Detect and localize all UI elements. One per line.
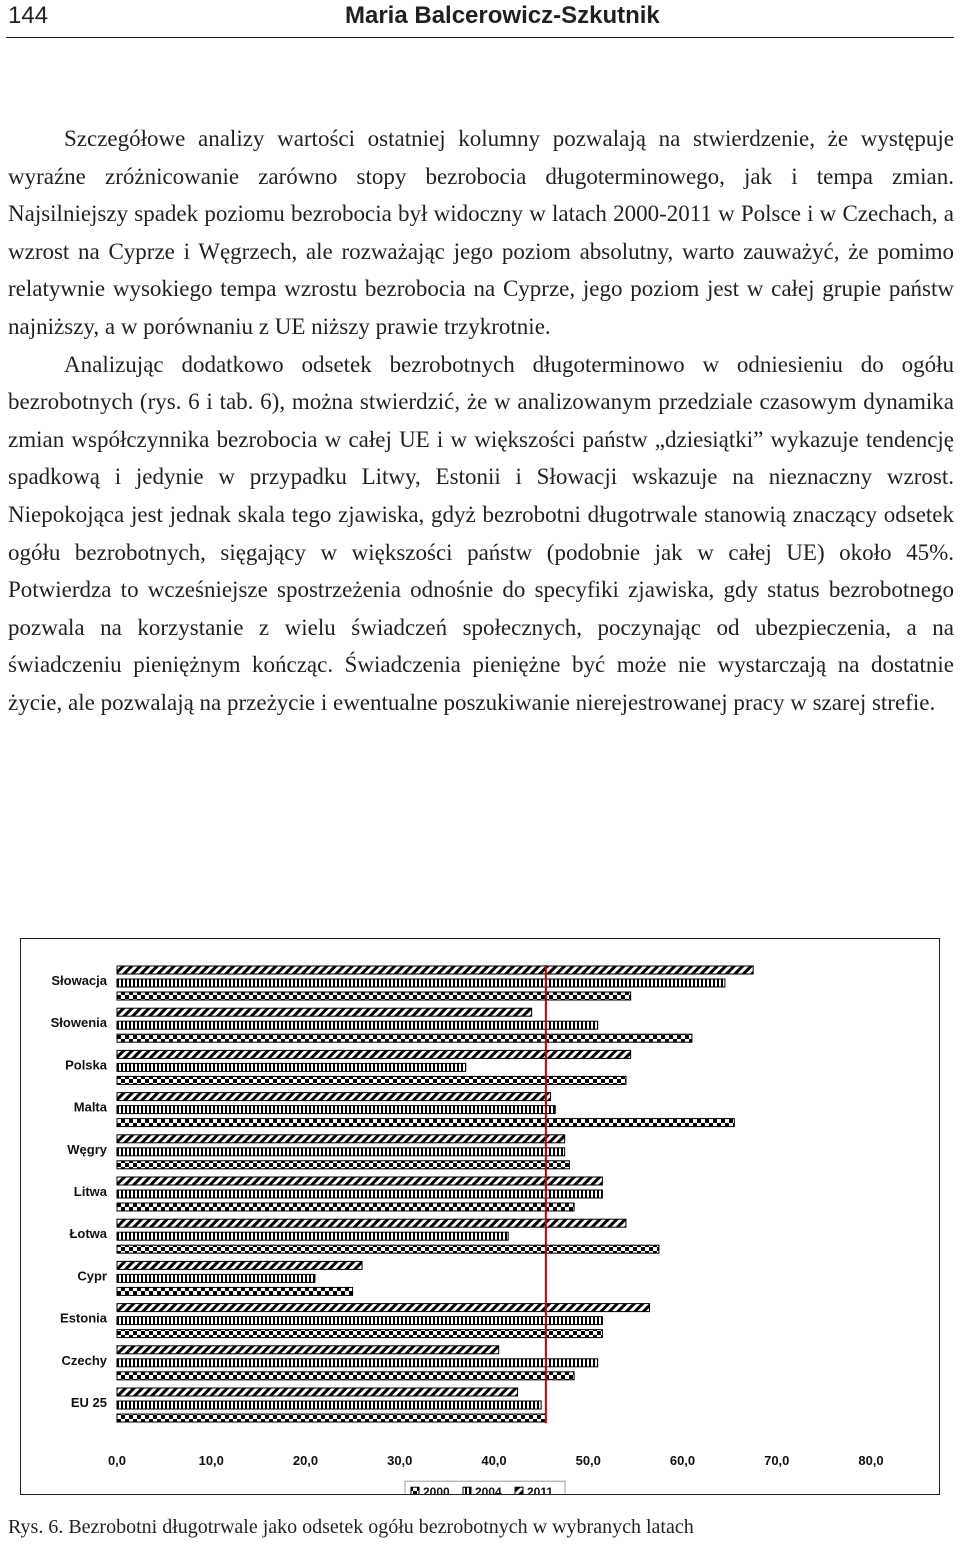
bar-2004 (117, 1317, 602, 1325)
legend-swatch-2004 (463, 1487, 471, 1494)
bar-2011 (117, 1177, 602, 1185)
bar-2000 (117, 1076, 626, 1084)
bar-2000 (117, 992, 631, 1000)
category-label: Malta (73, 1099, 107, 1115)
category-label: Litwa (73, 1184, 107, 1199)
bar-2004 (117, 1232, 508, 1240)
legend-swatch-2000 (411, 1487, 419, 1494)
page-header (0, 0, 960, 40)
bar-2004 (117, 1274, 315, 1282)
figure-caption: Rys. 6. Bezrobotni długotrwale jako odsetek ogółu bezrobotnych w wybranych latach (8, 1516, 694, 1538)
category-label: Łotwa (69, 1226, 107, 1242)
page-number: 144 (8, 2, 49, 29)
legend-label: 2004 (475, 1485, 502, 1494)
x-tick-label: 40,0 (481, 1453, 507, 1469)
category-label: Czechy (61, 1352, 107, 1368)
bar-2004 (117, 1148, 565, 1156)
bar-2004 (117, 1106, 555, 1114)
legend-swatch-2011 (515, 1487, 523, 1494)
bar-2011 (117, 1304, 650, 1312)
bar-chart (21, 939, 939, 1494)
chart-figure (20, 938, 940, 1495)
category-label: Słowacja (51, 973, 107, 988)
bar-2000 (117, 1372, 574, 1380)
bar-2011 (117, 1008, 532, 1016)
header-rule (6, 37, 954, 38)
bar-2000 (117, 1034, 692, 1042)
paragraph: Analizując dodatkowo odsetek bezrobotnych długoterminowo w odniesieniu do ogółu bezrobotnych (rys. 6 i tab. 6), można stwierdzić, że w analizowanym przedziale czasowym dynamika zmian współczynnika bezrobocia w całej UE i w większości państw „dziesiątki” wykazuje tendencję spadkową i jedynie w przypadku Litwy, Estonii i Słowacji wskazuje na nieznaczny wzrost. Niepokojąca jest jednak skala tego zjawiska, gdyż bezrobotni długotrwale stanowią znaczący odsetek ogółu bezrobotnych, sięgający w większości państw (podobnie jak w całej UE) około 45%. Potwierdza to wcześniejsze spostrzeżenia odnośnie do specyfiki zjawiska, gdy status bezrobotnego pozwala na korzystanie z wielu świadczeń społecznych, poczynając od ubezpieczenia, a na świadczeniu pieniężnym kończąc. Świadczenia pieniężne być może nie wystarczają na dostatnie życie, ale pozwalają na przeżycie i ewentualne poszukiwanie nierejestrowanej pracy w szarej strefie. (8, 351, 954, 715)
category-label: Estonia (60, 1310, 107, 1326)
legend-label: 2000 (423, 1485, 450, 1494)
category-label: Słowenia (50, 1015, 107, 1031)
bar-2004 (117, 1359, 598, 1367)
x-tick-label: 20,0 (292, 1453, 319, 1469)
bar-2000 (117, 1161, 569, 1169)
bar-2004 (117, 1190, 602, 1198)
x-tick-label: 10,0 (198, 1453, 224, 1469)
bar-2011 (117, 1261, 362, 1269)
x-tick-label: 50,0 (575, 1453, 601, 1469)
category-label: Polska (65, 1057, 107, 1073)
bar-2011 (117, 966, 753, 974)
bar-2000 (117, 1203, 574, 1211)
bar-2011 (117, 1219, 626, 1227)
bar-2000 (117, 1287, 353, 1295)
bar-2011 (117, 1093, 551, 1101)
bar-2004 (117, 1021, 598, 1029)
x-tick-label: 0,0 (107, 1453, 127, 1469)
bar-2004 (117, 1401, 541, 1409)
bar-2011 (117, 1388, 518, 1396)
bar-2004 (117, 1063, 466, 1071)
bar-2000 (117, 1245, 659, 1253)
bar-2000 (117, 1330, 602, 1338)
bar-2011 (117, 1050, 631, 1058)
body-text (8, 120, 954, 722)
category-label: EU 25 (70, 1395, 107, 1410)
bar-2011 (117, 1135, 565, 1143)
bar-2000 (117, 1119, 734, 1127)
x-tick-label: 30,0 (387, 1453, 413, 1469)
x-tick-label: 70,0 (764, 1453, 790, 1469)
category-label: Cypr (77, 1268, 107, 1284)
bar-2004 (117, 979, 725, 987)
x-tick-label: 80,0 (858, 1453, 884, 1469)
bar-2011 (117, 1346, 499, 1354)
legend-label: 2011 (527, 1485, 554, 1494)
bar-2000 (117, 1414, 546, 1422)
x-tick-label: 60,0 (669, 1453, 696, 1469)
category-label: Węgry (67, 1141, 107, 1157)
paragraph: Szczegółowe analizy wartości ostatniej kolumny pozwalają na stwierdzenie, że występuje wyraźne zróżnicowanie zarówno stopy bezrobocia długoterminowego, jak i tempa zmian. Najsilniejszy spadek poziomu bezrobocia był widoczny w latach 2000-2011 w Polsce i w Czechach, a wzrost na Cyprze i Węgrzech, ale rozważając jego poziom absolutny, warto zauważyć, że pomimo relatywnie wysokiego tempa wzrostu bezrobocia na Cyprze, jego poziom jest w całej grupie państw najniższy, a w porównaniu z UE niższy prawie trzykrotnie. (8, 126, 954, 339)
running-head-author: Maria Balcerowicz-Szkutnik (345, 2, 660, 29)
